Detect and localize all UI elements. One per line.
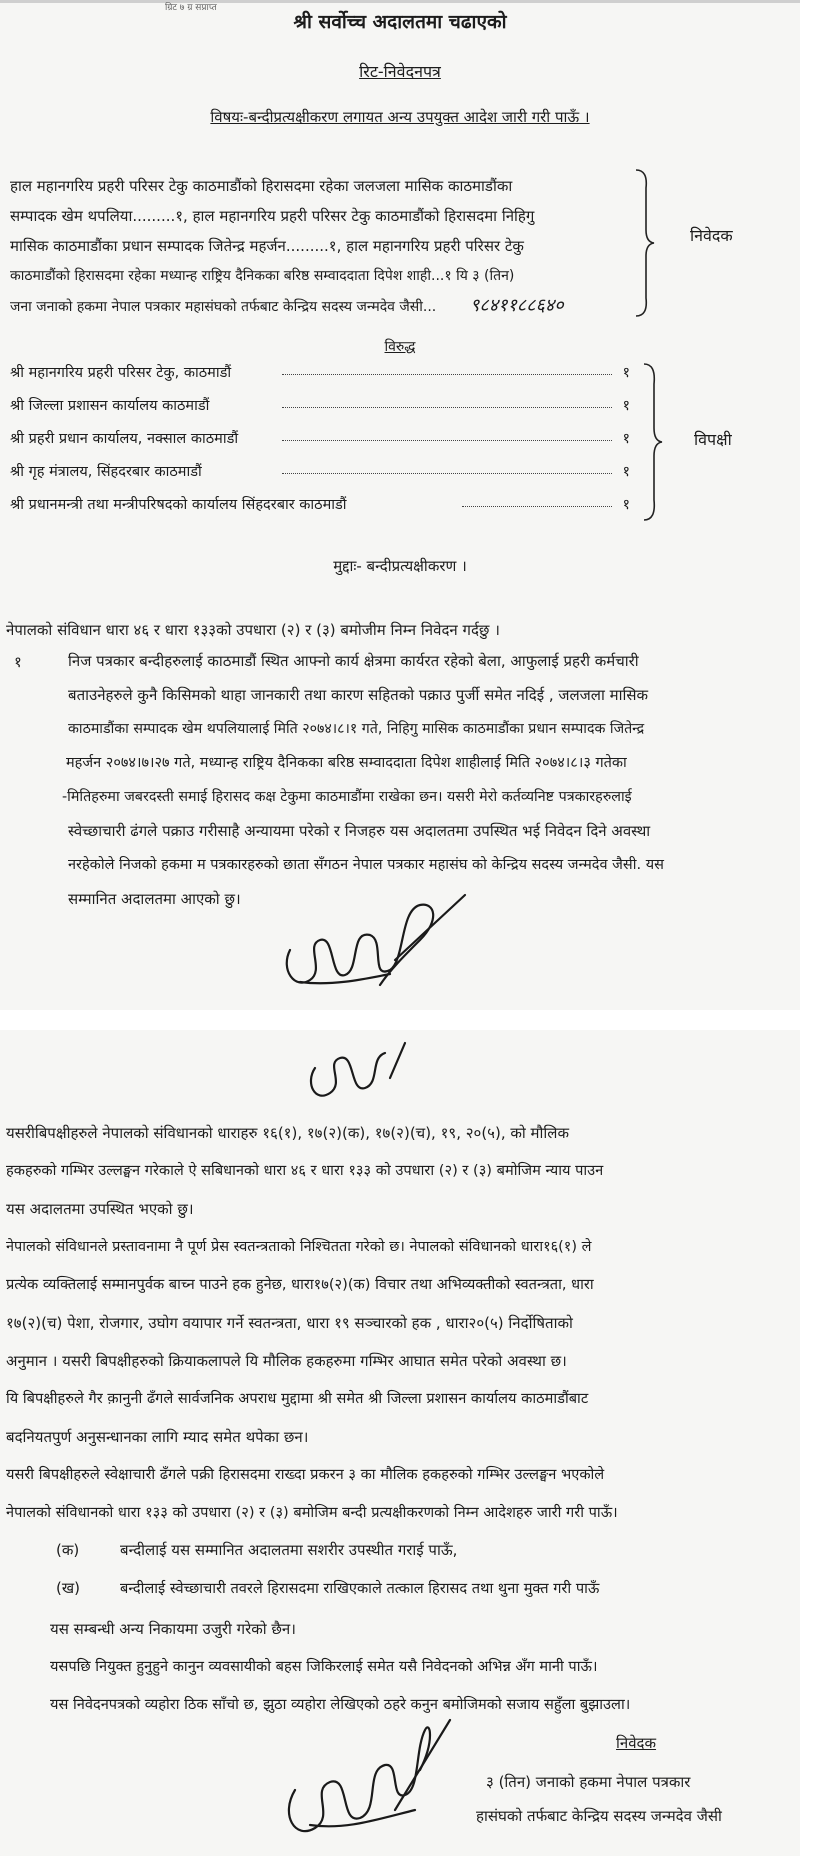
paragraph-line: सम्मानित अदालतमा आएको छु। bbox=[68, 890, 241, 908]
petitioner-line: काठमाडौंको हिरासदमा रहेका मध्यान्ह राष्ट्रिय दैनिकका बरिष्ठ सम्वाददाता दिपेश शाही...१ यि ३ (तिन) bbox=[10, 268, 515, 284]
closing-line: यसपछि नियुक्त हुनुहुने कानुन व्यवसायीको बहस जिकिरलाई समेत यसै निवेदनको अभिन्न अँग मानी पाऊँ। bbox=[50, 1658, 598, 1675]
order-label: (क) bbox=[56, 1541, 80, 1559]
dotted-leader bbox=[282, 374, 612, 375]
dotted-leader bbox=[282, 440, 612, 441]
petitioner-initials-signature bbox=[295, 1038, 415, 1118]
respondent-label: विपक्षी bbox=[694, 430, 732, 449]
signature-label: निवेदक bbox=[616, 1734, 657, 1752]
body-line: नेपालको संविधानले प्रस्तावनामा नै पूर्ण प्रेस स्वतन्त्रताको निश्चितता गरेको छ। नेपालको संविधानको धारा१६(१) ले bbox=[6, 1239, 592, 1255]
respondent-name: श्री गृह मंत्रालय, सिंहदरबार काठमाडौं bbox=[10, 464, 202, 480]
respondent-row bbox=[10, 461, 630, 485]
petitioner-label: निवेदक bbox=[690, 226, 733, 245]
body-line: १७(२)(च) पेशा, रोजगार, उघोग वयापार गर्ने स्वतन्त्रता, धारा १९ सञ्चारको हक , धारा२०(५) निर्दोषिताको bbox=[6, 1314, 573, 1332]
signature-line-2: हासंघको तर्फबाट केन्द्रिय सदस्य जन्मदेव जैसी bbox=[476, 1807, 722, 1825]
paragraph-line: बताउनेहरुले कुनै किसिमको थाहा जानकारी तथा कारण सहितको पक्राउ पुर्जी समेत नदिई , जलजला मासिक bbox=[68, 686, 649, 704]
body-line: यि बिपक्षीहरुले गैर क़ानुनी ढँगले सार्वजनिक अपराध मुद्दामा श्री समेत श्री जिल्ला प्रशासन कार्यालय काठमाडौंबाट bbox=[6, 1390, 589, 1407]
dotted-leader bbox=[282, 407, 612, 408]
top-scrap-text: ग्रिट ७ ग्र सप्राप्त bbox=[165, 3, 217, 13]
order-text: बन्दीलाई यस सम्मानित अदालतमा सशरीर उपस्थीत गराई पाऊँ, bbox=[120, 1541, 458, 1559]
body-paragraphs bbox=[6, 1114, 618, 1532]
subject-line: विषयः-बन्दीप्रत्यक्षीकरण लगायत अन्य उपयुक्त आदेश जारी गरी पाऊँ । bbox=[210, 108, 590, 126]
respondent-row bbox=[10, 395, 630, 419]
order-label: (ख) bbox=[56, 1579, 80, 1597]
paragraph-line: -मितिहरुमा जबरदस्ती समाई हिरासद कक्ष टेकुमा काठमाडौंमा राखेका छन। यसरी मेरो कर्तव्यनिष्ट पत्रकारहरुलाई bbox=[62, 789, 632, 805]
signature-line-1: ३ (तिन) जनाको हकमा नेपाल पत्रकार bbox=[486, 1773, 691, 1791]
closing-line: यस सम्बन्धी अन्य निकायमा उजुरी गरेको छैन। bbox=[50, 1620, 296, 1638]
court-heading: श्री सर्वोच्च अदालतमा चढाएको bbox=[293, 11, 507, 33]
scan-edge bbox=[0, 0, 800, 3]
respondent-count: १ bbox=[622, 497, 630, 513]
body-line: नेपालको संविधानको धारा १३३ को उपधारा (२) र (३) बमोजिम बन्दी प्रत्यक्षीकरणको निम्न आदेशहरु जारी गरी पाऊँ। bbox=[6, 1504, 618, 1521]
respondent-name: श्री जिल्ला प्रशासन कार्यालय काठमाडौं bbox=[10, 398, 210, 414]
respondent-name: श्री महानगरिय प्रहरी परिसर टेकु, काठमाडौं bbox=[10, 365, 232, 381]
respondent-name: श्री प्रधानमन्त्री तथा मन्त्रीपरिषदको कार्यालय सिंहदरबार काठमाडौं bbox=[10, 497, 347, 513]
paragraph-1 bbox=[62, 644, 664, 916]
petitioner-line: मासिक काठमाडौंका प्रधान सम्पादक जितेन्द्र महर्जन.........१, हाल महानगरिय प्रहरी परिसर टेकु bbox=[10, 237, 524, 255]
respondent-count: १ bbox=[622, 365, 630, 381]
paragraph-line: नरहेकोले निजको हकमा म पत्रकारहरुको छाता सँगठन नेपाल पत्रकार महासंघ को केन्द्रिय सदस्य जन्मदेव जैसी. यस bbox=[68, 857, 664, 873]
body-line: यसरीबिपक्षीहरुले नेपालको संविधानको धाराहरु १६(१), १७(२)(क), १७(२)(च), १९, २०(५), को मौलिक bbox=[6, 1124, 569, 1142]
dotted-leader bbox=[282, 473, 612, 474]
respondent-row bbox=[10, 362, 630, 386]
body-line: प्रत्येक व्यक्तिलाई सम्मानपुर्वक बाच्न पाउने हक हुनेछ, धारा१७(२)(क) विचार तथा अभिव्यक्तीको स्वतन्त्रता, धारा bbox=[6, 1276, 594, 1293]
body-line: यस अदालतमा उपस्थित भएको छु। bbox=[6, 1200, 194, 1218]
paragraph-line: स्वेच्छाचारी ढंगले पक्राउ गरीसाहै अन्यायमा परेको र निजहरु यस अदालतमा उपस्थित भई निवेदन दिने अवस्था bbox=[68, 822, 651, 840]
document-page-2 bbox=[0, 1030, 800, 1856]
respondent-name: श्री प्रहरी प्रधान कार्यालय, नक्साल काठमाडौं bbox=[10, 431, 239, 447]
closing-statements bbox=[50, 1610, 630, 1724]
intro-statement: नेपालको संविधान धारा ४६ र धारा १३३को उपधारा (२) र (३) बमोजीम निम्न निवेदन गर्दछु । bbox=[6, 621, 500, 639]
petitioner-line: जना जनाको हकमा नेपाल पत्रकार महासंघको तर्फबाट केन्द्रिय सदस्य जन्मदेव जैसी... bbox=[10, 299, 437, 315]
petitioner-signature-2 bbox=[275, 1710, 455, 1850]
document-type: रिट-निवेदनपत्र bbox=[359, 62, 441, 81]
petitioner-line: सम्पादक खेम थपलिया.........१, हाल महानगरिय प्रहरी परिसर टेकु काठमाडौंको हिरासदमा निहिगु bbox=[10, 207, 535, 225]
respondent-brace bbox=[640, 362, 664, 522]
dotted-leader bbox=[462, 506, 612, 507]
case-title: मुद्दाः- बन्दीप्रत्यक्षीकरण । bbox=[333, 557, 467, 575]
respondent-count: १ bbox=[622, 431, 630, 447]
paragraph-line: महर्जन २०७४।७।२७ गते, मध्यान्ह राष्ट्रिय दैनिकका बरिष्ठ सम्वाददाता दिपेश शाहीलाई मिति २०७४।८।३ गतेका bbox=[66, 755, 627, 771]
handwritten-phone-number: ९८४११८८६४० bbox=[470, 295, 564, 316]
body-line: हकहरुको गम्भिर उल्लङ्घन गरेकाले ऐ सबिधानको धारा ४६ र धारा १३३ को उपधारा (२) र (३) बमोजिम न्याय पाउन bbox=[6, 1162, 604, 1179]
paragraph-number: १ bbox=[14, 653, 22, 671]
body-line: यसरी बिपक्षीहरुले स्वेक्षाचारी ढँगले पक्री हिरासदमा राख्दा प्रकरन ३ का मौलिक हकहरुको गम्भिर उल्लङ्घन भएकोले bbox=[6, 1466, 605, 1483]
body-line: बदनियतपुर्ण अनुसन्धानका लागि म्याद समेत थपेका छन। bbox=[6, 1428, 309, 1446]
petitioner-signature-1 bbox=[270, 890, 470, 1000]
closing-line: यस निवेदनपत्रको व्यहोरा ठिक साँचो छ, झुठा व्यहोरा लेखिएको ठहरे कनुन बमोजिमको सजाय सहुँला बुझाउला। bbox=[50, 1696, 631, 1713]
petitioner-brace bbox=[632, 168, 656, 318]
paragraph-line: निज पत्रकार बन्दीहरुलाई काठमाडौं स्थित आफ्नो कार्य क्षेत्रमा कार्यरत रहेको बेला, आफुलाई प्रहरी कर्मचारी bbox=[68, 652, 639, 670]
order-text: बन्दीलाई स्वेच्छाचारी तवरले हिरासदमा राखिएकाले तत्काल हिरासद तथा थुना मुक्त गरी पाऊँ bbox=[120, 1580, 600, 1597]
body-line: अनुमान । यसरी बिपक्षीहरुको क्रियाकलापले यि मौलिक हकहरुमा गम्भिर आघात समेत परेको अवस्था छ। bbox=[6, 1352, 567, 1370]
versus-label: विरुद्ध bbox=[384, 339, 416, 355]
paragraph-line: काठमाडौंका सम्पादक खेम थपलियालाई मिति २०७४।८।१ गते, निहिगु मासिक काठमाडौंका प्रधान सम्पादक जितेन्द्र bbox=[68, 721, 645, 737]
respondent-count: १ bbox=[622, 464, 630, 480]
respondent-count: १ bbox=[622, 398, 630, 414]
petitioner-line: हाल महानगरिय प्रहरी परिसर टेकु काठमाडौंको हिरासदमा रहेका जलजला मासिक काठमाडौंका bbox=[10, 177, 513, 195]
respondent-row bbox=[10, 494, 630, 518]
respondent-row bbox=[10, 428, 630, 452]
